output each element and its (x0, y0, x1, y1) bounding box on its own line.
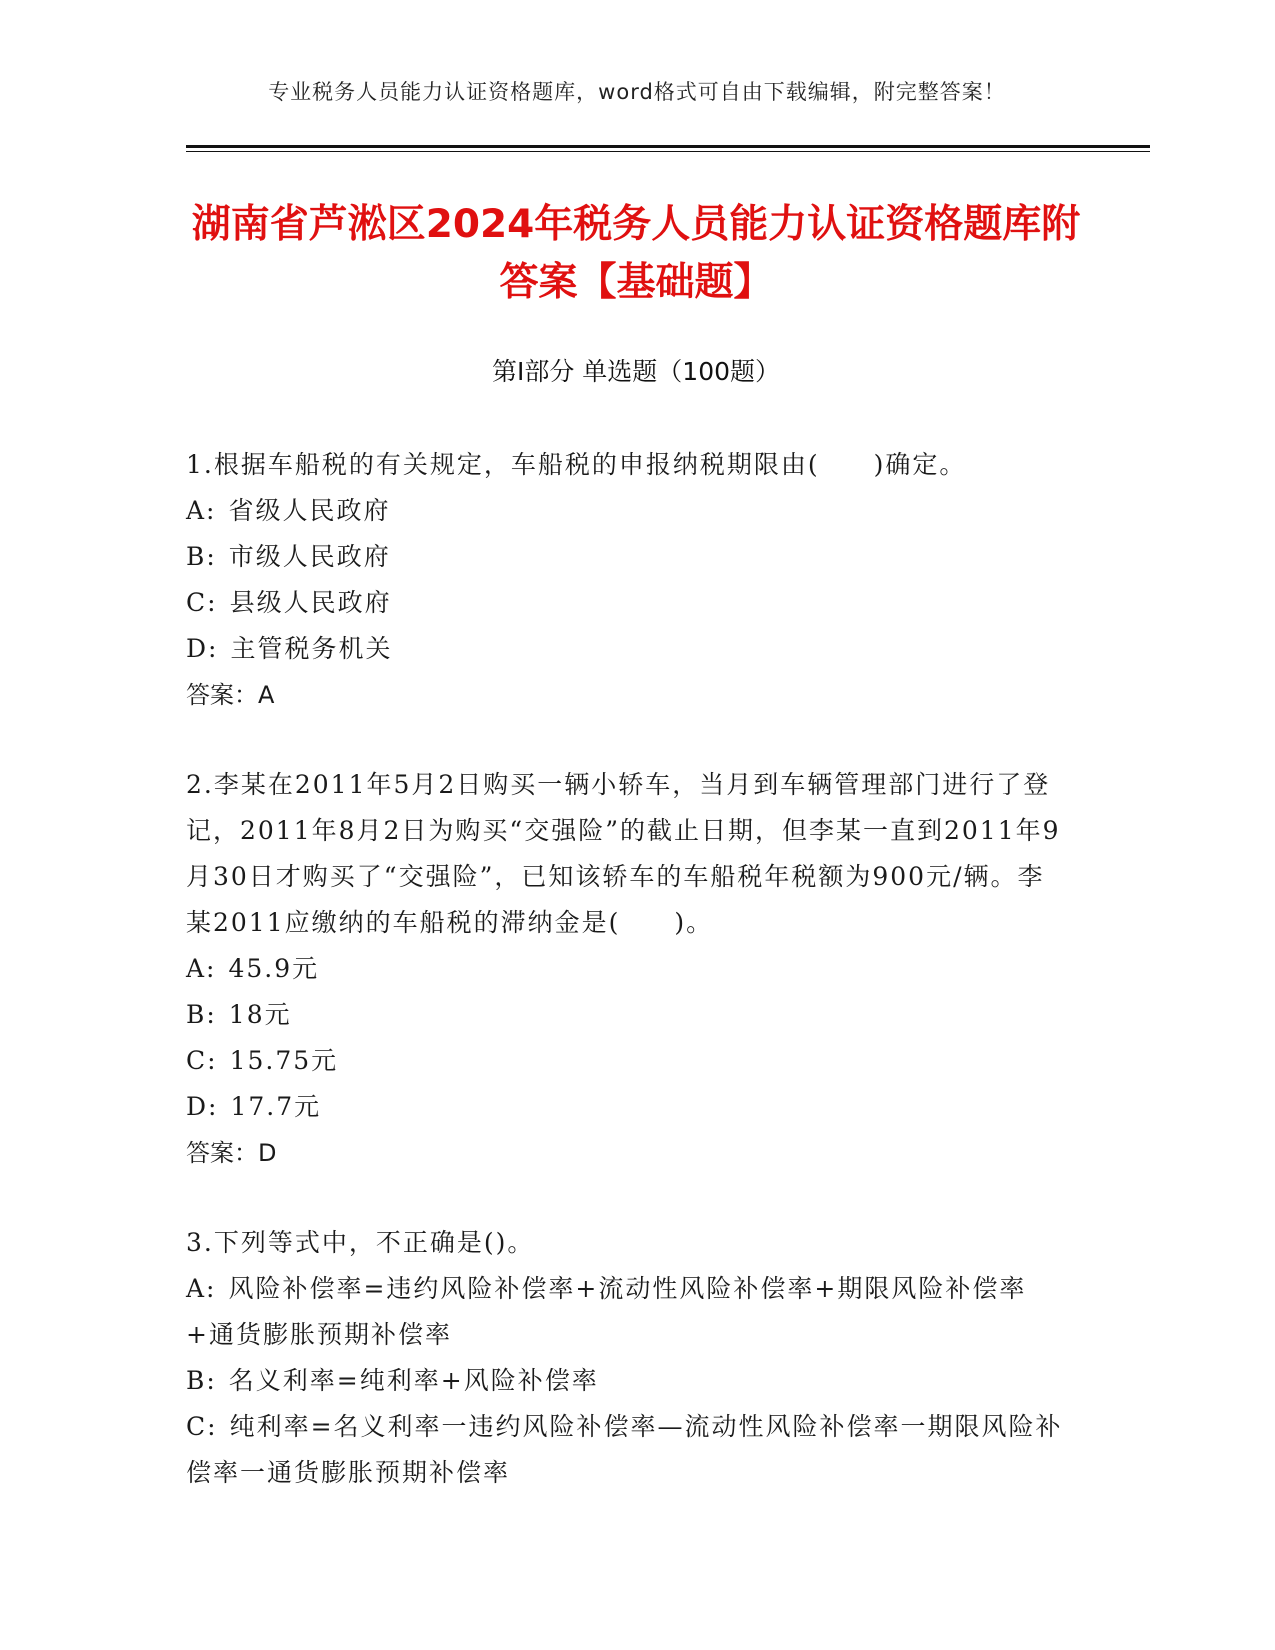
option-key: C: (186, 1046, 218, 1075)
option-b (186, 992, 1066, 1038)
document-title: 湖南省芦淞区2024年税务人员能力认证资格题库附答案【基础题】 (191, 202, 1081, 305)
answer: 答案：A (186, 681, 275, 709)
question-stem: 1.根据车船税的有关规定，车船税的申报纳税期限由( )确定。 (186, 450, 967, 479)
option-c (186, 1404, 1066, 1496)
option-text: 18元 (228, 1000, 292, 1029)
question-stem: 3.下列等式中，不正确是()。 (186, 1228, 535, 1257)
option-d (186, 1084, 1066, 1130)
option-text: 45.9元 (228, 954, 320, 983)
option-key: C: (186, 1412, 218, 1441)
option-key: D: (186, 634, 219, 663)
option-text: 省级人民政府 (228, 496, 391, 525)
option-key: B: (186, 1000, 217, 1029)
option-text: 主管税务机关 (230, 634, 393, 663)
option-text: 县级人民政府 (229, 588, 392, 617)
option-key: A: (186, 496, 217, 525)
option-c (186, 580, 1066, 626)
option-key: C: (186, 588, 218, 617)
option-key: A: (186, 954, 217, 983)
question-2 (186, 762, 1066, 1176)
option-key: B: (186, 542, 217, 571)
header-note: 专业税务人员能力认证资格题库，word格式可自由下载编辑，附完整答案！ (268, 80, 1006, 104)
question-3 (186, 1220, 1066, 1496)
question-list (186, 442, 1066, 1540)
question-stem: 2.李某在2011年5月2日购买一辆小轿车，当月到车辆管理部门进行了登记，2011年8月2日为购买“交强险”的截止日期，但李某一直到2011年9月30日才购买了“交强险”，已知该轿车的车船税年税额为900元/辆。李某2011应缴纳的车船税的滞纳金是( )。 (186, 770, 1061, 937)
option-text: 纯利率=名义利率一违约风险补偿率—流动性风险补偿率一期限风险补偿率一通货膨胀预期补偿率 (186, 1412, 1063, 1487)
header-rule-thin (186, 151, 1150, 152)
option-b (186, 534, 1066, 580)
option-key: A: (186, 1274, 217, 1303)
section-title: 第I部分 单选题（100题） (491, 357, 781, 386)
option-a (186, 1266, 1066, 1358)
option-text: 15.75元 (229, 1046, 339, 1075)
option-c (186, 1038, 1066, 1084)
option-text: 风险补偿率=违约风险补偿率+流动性风险补偿率+期限风险补偿率+通货膨胀预期补偿率 (186, 1274, 1027, 1349)
header-rule-thick (186, 145, 1150, 148)
answer: 答案：D (186, 1139, 277, 1167)
option-text: 名义利率=纯利率+风险补偿率 (228, 1366, 599, 1395)
option-a (186, 946, 1066, 992)
question-1 (186, 442, 1066, 718)
option-d (186, 626, 1066, 672)
option-key: D: (186, 1092, 219, 1121)
option-text: 17.7元 (230, 1092, 322, 1121)
option-key: B: (186, 1366, 217, 1395)
option-text: 市级人民政府 (228, 542, 391, 571)
option-b (186, 1358, 1066, 1404)
option-a (186, 488, 1066, 534)
